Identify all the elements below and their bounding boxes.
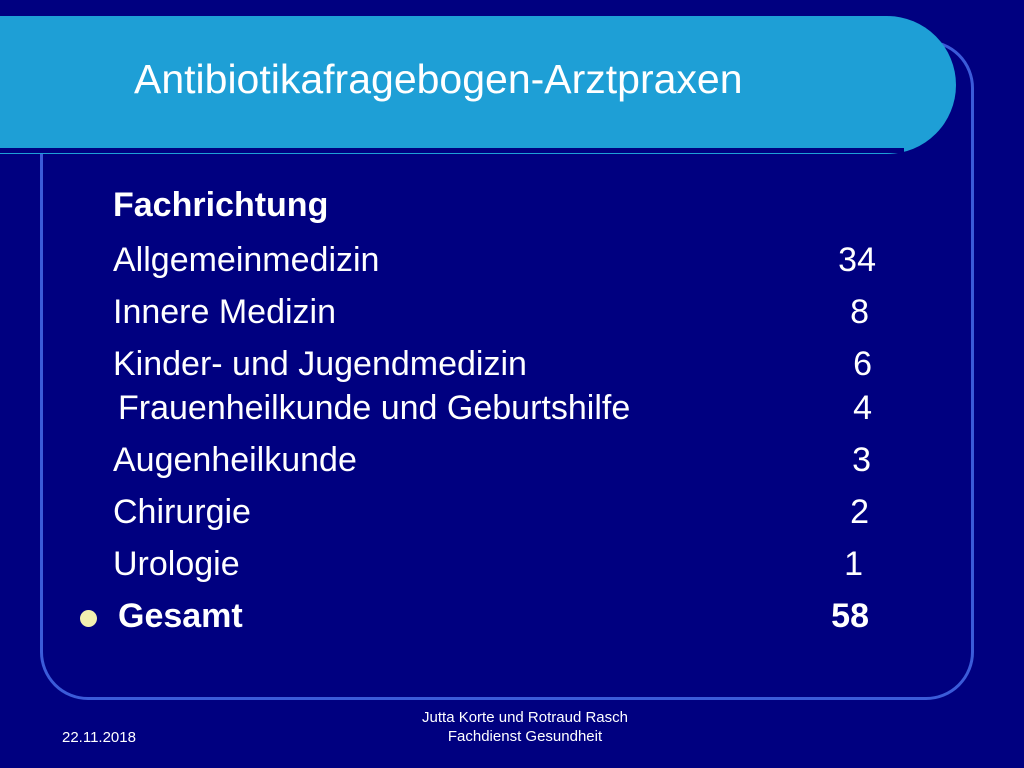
section-heading: Fachrichtung [113,186,329,224]
row-label: Augenheilkunde [113,441,357,479]
list-item [0,542,1024,586]
row-label: Frauenheilkunde und Geburtshilfe [118,389,631,427]
total-row [0,594,1024,638]
list-item [0,238,1024,282]
row-count: 4 [853,389,872,427]
list-item [0,342,1024,386]
slide-title: Antibiotikafragebogen-Arztpraxen [134,56,743,102]
row-count: 34 [838,241,876,279]
list-item [0,438,1024,482]
row-count: 6 [853,345,872,383]
list-item [0,290,1024,334]
footer-authors: Jutta Korte und Rotraud Rasch [422,709,628,726]
row-count: 2 [850,493,869,531]
row-label: Urologie [113,545,240,583]
footer-department: Fachdienst Gesundheit [447,728,603,745]
row-label: Innere Medizin [113,293,337,331]
row-count: 8 [850,293,869,331]
row-count: 1 [844,545,863,583]
total-label: Gesamt [118,597,243,635]
row-label: Kinder- und Jugendmedizin [113,345,527,383]
list-item [0,490,1024,534]
footer-date: 22.11.2018 [62,729,136,746]
row-count: 3 [852,441,871,479]
row-label: Allgemeinmedizin [113,241,380,279]
footer-credits [390,708,660,746]
total-count: 58 [831,597,869,635]
list-item [0,386,1024,430]
row-label: Chirurgie [113,493,251,531]
